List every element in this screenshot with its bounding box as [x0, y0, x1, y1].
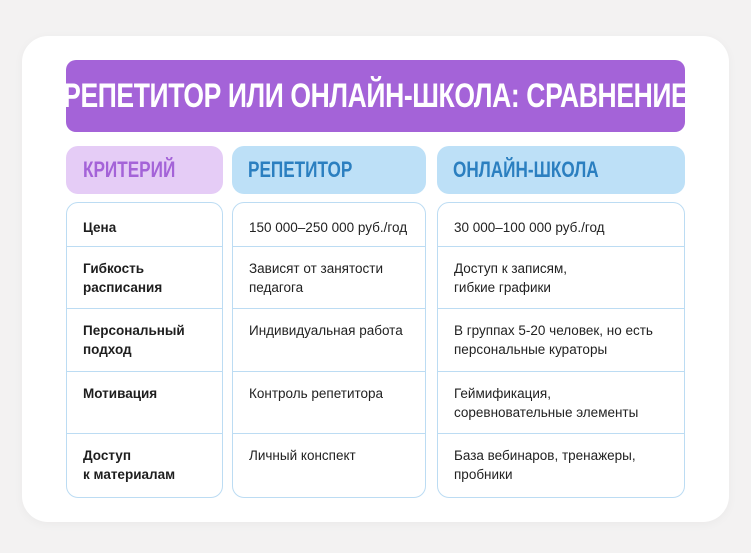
criterion-cell-personal [67, 321, 222, 359]
tutor-line: педагога [249, 280, 304, 295]
tutor-line: Контроль репетитора [249, 386, 384, 401]
criterion-cell-price [67, 218, 222, 237]
header-online-school [437, 146, 685, 194]
school-cell-schedule [438, 259, 684, 297]
row-divider [233, 308, 425, 309]
header-tutor [232, 146, 426, 194]
row-divider [438, 246, 684, 247]
page-title: РЕПЕТИТОР ИЛИ ОНЛАЙН-ШКОЛА: СРАВНЕНИЕ [62, 76, 689, 115]
school-cell-personal [438, 321, 684, 359]
row-divider [438, 433, 684, 434]
row-divider [438, 371, 684, 372]
row-divider [67, 308, 222, 309]
row-divider [233, 433, 425, 434]
title-banner [62, 60, 689, 132]
school-line: В группах 5-20 человек, но есть [454, 323, 653, 338]
tutor-cell-price [233, 218, 425, 237]
header-tutor-label: РЕПЕТИТОР [248, 157, 353, 182]
criterion-line: Мотивация [83, 386, 158, 401]
school-line: База вебинаров, тренажеры, [454, 448, 636, 463]
header-criterion [66, 146, 223, 194]
criterion-cell-materials [67, 446, 222, 484]
school-line: гибкие графики [454, 280, 551, 295]
criterion-line: подход [83, 342, 132, 357]
row-divider [233, 371, 425, 372]
school-cell-materials [438, 446, 684, 484]
row-divider [67, 433, 222, 434]
criterion-line: Гибкость [83, 261, 145, 276]
criterion-line: расписания [83, 280, 163, 295]
school-line: 30 000–100 000 руб./год [454, 220, 605, 235]
school-line: Геймификация, [454, 386, 551, 401]
tutor-line: Личный конспект [249, 448, 356, 463]
criterion-cell-motivation [67, 384, 222, 403]
tutor-cell-schedule [233, 259, 425, 297]
criterion-cell-schedule [67, 259, 222, 297]
criterion-line: Цена [83, 220, 117, 235]
criterion-column [66, 202, 223, 498]
header-criterion-label: КРИТЕРИЙ [83, 157, 176, 182]
school-cell-motivation [438, 384, 684, 422]
row-divider [233, 246, 425, 247]
tutor-line: Индивидуальная работа [249, 323, 403, 338]
tutor-cell-motivation [233, 384, 425, 403]
school-line: соревновательные элементы [454, 405, 639, 420]
school-cell-price [438, 218, 684, 237]
criterion-line: Доступ [83, 448, 131, 463]
tutor-cell-personal [233, 321, 425, 340]
tutor-column [232, 202, 426, 498]
row-divider [67, 371, 222, 372]
online-school-column [437, 202, 685, 498]
criterion-line: к материалам [83, 467, 176, 482]
tutor-line: 150 000–250 000 руб./год [249, 220, 408, 235]
school-line: Доступ к записям, [454, 261, 567, 276]
row-divider [438, 308, 684, 309]
criterion-line: Персональный [83, 323, 185, 338]
tutor-cell-materials [233, 446, 425, 465]
school-line: персональные кураторы [454, 342, 608, 357]
row-divider [67, 246, 222, 247]
tutor-line: Зависят от занятости [249, 261, 383, 276]
header-online-school-label: ОНЛАЙН-ШКОЛА [453, 157, 599, 182]
school-line: пробники [454, 467, 513, 482]
